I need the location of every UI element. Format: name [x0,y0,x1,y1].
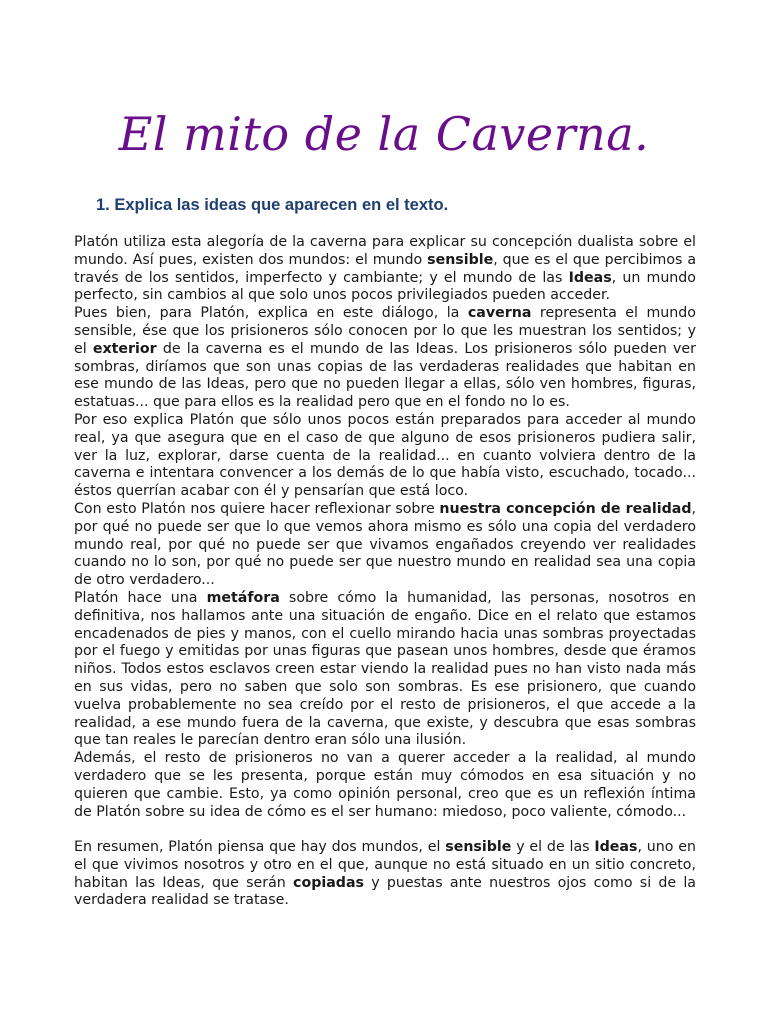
emphasized-term: Ideas [594,839,638,856]
emphasized-term: nuestra concepción de realidad [439,500,692,517]
question-heading: 1. Explica las ideas que aparecen en el texto. [96,196,449,214]
paragraph-text: , que es el que percibimos a través de los sentidos, imperfecto y cambiante; y el mundo de las [74,251,697,286]
body-paragraph [74,839,696,910]
paragraph-text: Por eso explica Platón que sólo unos pocos están preparados para acceder al mundo real, ya que asegura que en el caso de que alguno de esos prisioneros pudiera salir, ver la luz, explorar, darse cuenta de la realidad... en cuanto volviera dentro de la caverna e intentara convencer a los demás de lo que había visto, escuchado, tocado... éstos querrían acabar con él y pensarían que está loco. [74,411,696,500]
paragraph-text: Con esto Platón nos quiere hacer reflexionar sobre [74,500,440,517]
paragraph-text: Además, el resto de prisioneros no van a querer acceder a la realidad, al mundo verdadero que se les presenta, porque están muy cómodos en esa situación y no quieren que cambie. Esto, ya como opinión personal, creo que es un reflexión íntima de Platón sobre su idea de cómo es el ser humano: miedoso, poco valiente, cómodo... [74,750,696,820]
paragraph-text: y puestas ante nuestros ojos como si de la verdadera realidad se tratase. [74,874,696,909]
document-body [74,234,696,910]
paragraph-text: Pues bien, para Platón, explica en este diálogo, la [74,305,468,322]
paragraph-text: sobre cómo la humanidad, las personas, nosotros en definitiva, nos hallamos ante una situación de engaño. Dice en el relato que estamos encadenados de pies y manos, con el cuello mirando hacia unas sombras proyectadas por el fuego y emitidas por unas figuras que pasean unos hombres, desde que éramos niños. Todos estos esclavos creen estar viendo la realidad pues no han visto nada más en sus vidas, pero no saben que solo son sombras. Es ese prisionero, que cuando vuelva probablemente no sea creído por el resto de prisioneros, el que accede a la realidad, a ese mundo fuera de la caverna, que existe, y descubra que esas sombras que tan reales le parecían dentro eran sólo una ilusión. [74,589,696,749]
emphasized-term: copiadas [293,874,364,891]
body-paragraph [74,305,696,412]
emphasized-term: caverna [467,305,532,322]
emphasized-term: metáfora [206,589,280,606]
document-title: El mito de la Caverna. [118,107,650,161]
body-paragraph [74,590,696,750]
body-paragraph [74,750,696,821]
paragraph-text: , uno en el que vivimos nosotros y otro en el que, aunque no está situado en un sitio concreto, habitan las Ideas, que serán [74,839,696,891]
emphasized-term: exterior [92,340,157,357]
paragraph-text: Platón utiliza esta alegoría de la caverna para explicar su concepción dualista sobre el mundo. Así pues, existen dos mundos: el mundo [74,234,696,268]
paragraph-text: , un mundo perfecto, sin cambios al que solo unos pocos privilegiados pueden acceder. [74,269,696,304]
emphasized-term: sensible [427,251,494,268]
paragraph-text: de la caverna es el mundo de las Ideas. Los prisioneros sólo pueden ver sombras, diríamos que son unas copias de las verdaderas realidades que habitan en ese mundo de las Ideas, pero que no pueden llegar a ellas, sólo ven hombres, figuras, estatuas... que para ellos es la realidad pero que en el fondo no lo es. [74,340,696,411]
body-paragraph [74,501,696,590]
paragraph-text: representa el mundo sensible, ése que los prisioneros sólo conocen por lo que les muestran los sentidos; y el [74,305,696,357]
paragraph-text: Platón hace una [74,589,207,606]
emphasized-term: sensible [445,839,512,856]
emphasized-term: Ideas [568,269,612,286]
paragraph-text: y el de las [511,839,595,856]
paragraph-text: En resumen, Platón piensa que hay dos mundos, el [74,839,446,856]
body-paragraph [74,412,696,501]
body-paragraph [74,234,696,305]
paragraph-text: , por qué no puede ser que lo que vemos ahora mismo es sólo una copia del verdadero mundo real, por qué no puede ser que vivamos engañados creyendo ver realidades cuando no lo son, por qué no puede ser que nuestro mundo en realidad sea una copia de otro verdadero... [74,500,696,589]
